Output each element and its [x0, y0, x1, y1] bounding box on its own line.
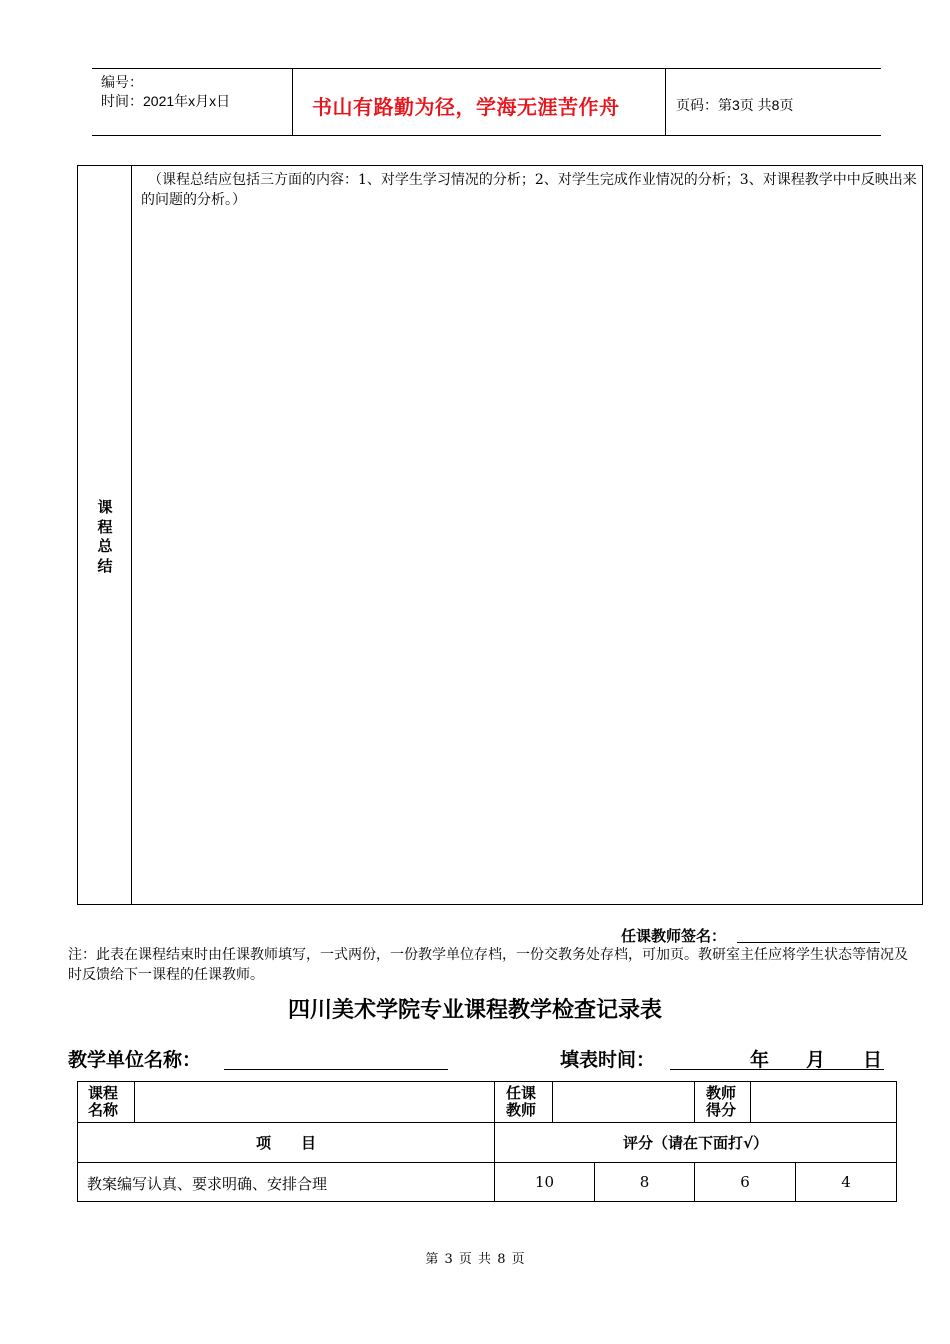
- score-option-10[interactable]: 10: [534, 1173, 555, 1191]
- teacher-signature-line[interactable]: [737, 942, 880, 943]
- fill-date-day: 日: [863, 1049, 883, 1071]
- table-row1-divider-a: [134, 1081, 135, 1122]
- course-name-field[interactable]: [136, 1083, 492, 1120]
- header-top-rule: [92, 68, 881, 69]
- header-bottom-rule: [92, 135, 881, 136]
- document-time-label: 时间：2021年x月x日: [101, 93, 231, 109]
- table-row1-divider-b: [552, 1081, 553, 1122]
- teacher-label: 任课教师: [506, 1084, 537, 1119]
- page-number-label: 页码：第3页 共8页: [676, 97, 794, 113]
- fill-date-month: 月: [806, 1049, 826, 1071]
- summary-box-divider: [131, 165, 132, 905]
- score-option-8[interactable]: 8: [639, 1173, 650, 1191]
- teaching-unit-field[interactable]: [224, 1069, 448, 1070]
- document-number-label: 编号：: [101, 74, 143, 90]
- table-row1-divider-c: [694, 1081, 695, 1122]
- fill-date-field[interactable]: [670, 1069, 884, 1070]
- rating-column-header: 评分（请在下面打√）: [622, 1134, 768, 1152]
- course-summary-box: [77, 165, 923, 905]
- table-row1-divider-d: [750, 1081, 751, 1122]
- fill-date-label: 填表时间：: [560, 1049, 656, 1071]
- course-summary-label: 课程总结: [97, 498, 113, 575]
- form-title: 四川美术学院专业课程教学检查记录表: [287, 998, 662, 1023]
- score-option-6[interactable]: 6: [740, 1173, 750, 1191]
- header-divider-right: [665, 68, 666, 136]
- teacher-field[interactable]: [554, 1083, 692, 1120]
- teacher-signature-label: 任课教师签名：: [621, 927, 727, 945]
- course-name-label: 课程名称: [88, 1084, 119, 1119]
- item-text: 教案编写认真、要求明确、安排合理: [87, 1175, 328, 1193]
- header-motto: 书山有路勤为径，学海无涯苦作舟: [312, 95, 620, 119]
- item-column-header: 项 目: [255, 1134, 316, 1152]
- score-option-4[interactable]: 4: [841, 1173, 851, 1191]
- summary-instructions: （课程总结应包括三方面的内容：1、对学生学习情况的分析；2、对学生完成作业情况的分析；3、对课程教学中中反映出来的问题的分析。）: [141, 172, 917, 208]
- teacher-score-label: 教师得分: [706, 1084, 737, 1119]
- header-divider-left: [292, 68, 293, 136]
- teacher-score-field[interactable]: [752, 1083, 895, 1120]
- fill-date-year: 年: [750, 1049, 770, 1071]
- teaching-unit-label: 教学单位名称：: [68, 1049, 202, 1071]
- form-note: 注：此表在课程结束时由任课教师填写，一式两份，一份教学单位存档，一份交教务处存档，可加页。教研室主任应将学生状态等情况及时反馈给下一课程的任课教师。: [68, 947, 908, 983]
- page-footer: 第 3 页 共 8 页: [425, 1252, 525, 1267]
